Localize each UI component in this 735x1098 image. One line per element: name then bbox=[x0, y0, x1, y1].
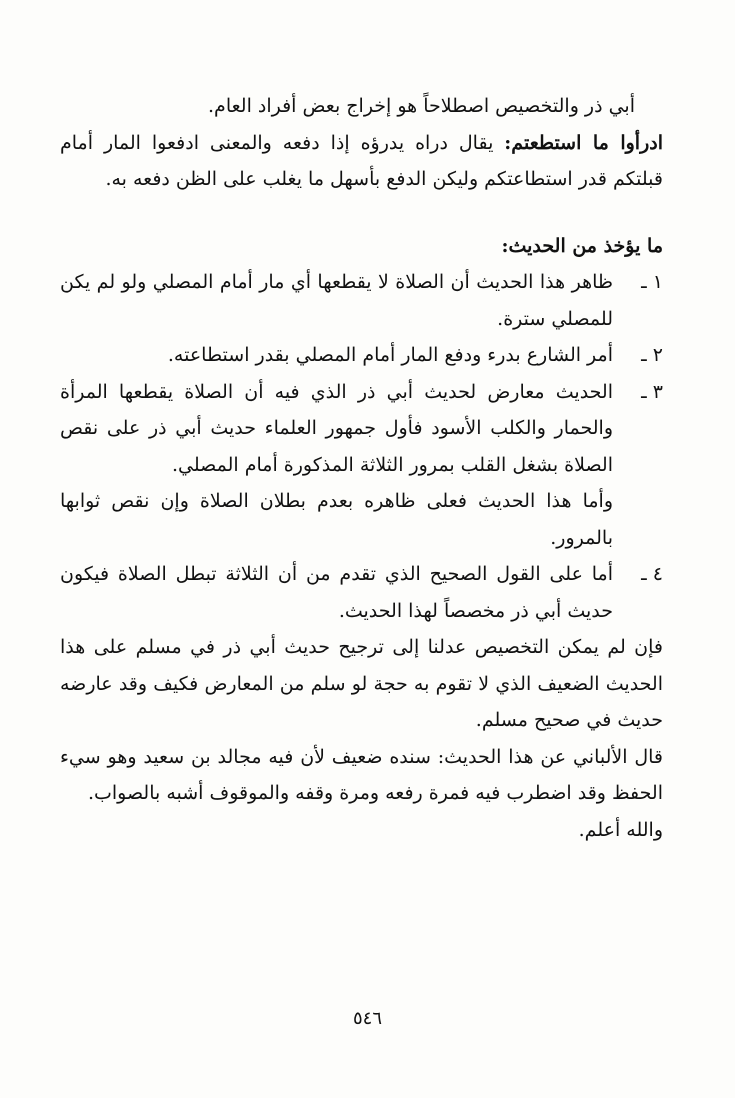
list-item-extra-text: وأما هذا الحديث فعلى ظاهره بعدم بطلان الصلاة وإن نقص ثوابها بالمرور. bbox=[60, 490, 613, 549]
paragraph-albani: قال الألباني عن هذا الحديث: سنده ضعيف لأن فيه مجالد بن سعيد وهو سيء الحفظ وقد اضطرب فيه فمرة رفعه ومرة وقفه والموقوف أشبه بالصواب. bbox=[60, 745, 663, 804]
section-heading: ما يؤخذ من الحديث: bbox=[501, 234, 663, 257]
list-item-text: أمر الشارع بدرء ودفع المار أمام المصلي بقدر استطاعته. bbox=[167, 344, 613, 366]
list-item-text: الحديث معارض لحديث أبي ذر الذي فيه أن الصلاة يقطعها المرأة والحمار والكلب الأسود فأول جمهور العلماء حديث أبي ذر على نقص الصلاة بشغل القلب بمرور الثلاثة المذكورة أمام المصلي. bbox=[60, 380, 613, 476]
section-gap bbox=[60, 198, 663, 228]
list-item-2 bbox=[60, 337, 663, 374]
paragraph-closing: والله أعلم. bbox=[578, 818, 663, 841]
definition-term: ادرأوا ما استطعتم: bbox=[504, 131, 663, 154]
list-item-text: أما على القول الصحيح الذي تقدم من أن الثلاثة تبطل الصلاة فيكون حديث أبي ذر مخصصاً لهذا الحديث. bbox=[60, 563, 613, 622]
list-item-number: ٤ ـ bbox=[641, 563, 663, 585]
list-item-number: ٣ ـ bbox=[641, 380, 663, 403]
list-item-text: ظاهر هذا الحديث أن الصلاة لا يقطعها أي مار أمام المصلي ولو لم يكن للمصلي سترة. bbox=[60, 271, 613, 330]
list-item-4 bbox=[60, 556, 663, 629]
list-item-number: ٢ ـ bbox=[641, 344, 663, 366]
text-line-1: أبي ذر والتخصيص اصطلاحاً هو إخراج بعض أفراد العام. bbox=[208, 95, 635, 117]
page-text bbox=[60, 88, 663, 848]
list-item-1 bbox=[60, 264, 663, 337]
definition-paragraph bbox=[60, 125, 663, 198]
list-item-3 bbox=[60, 374, 663, 557]
list-item-number: ١ ـ bbox=[641, 271, 663, 293]
paragraph-tarjih: فإن لم يمكن التخصيص عدلنا إلى ترجيح حديث أبي ذر في مسلم على هذا الحديث الضعيف الذي لا تقوم به حجة لو سلم من المعارض فكيف وقد عارضه حديث في صحيح مسلم. bbox=[60, 636, 663, 731]
page-number: ٥٤٦ bbox=[352, 1008, 382, 1029]
definition-text: يقال دراه يدرؤه إذا دفعه والمعنى ادفعوا المار أمام قبلتكم قدر استطاعتكم وليكن الدفع بأسهل ما يغلب على الظن دفعه به. bbox=[60, 131, 663, 190]
